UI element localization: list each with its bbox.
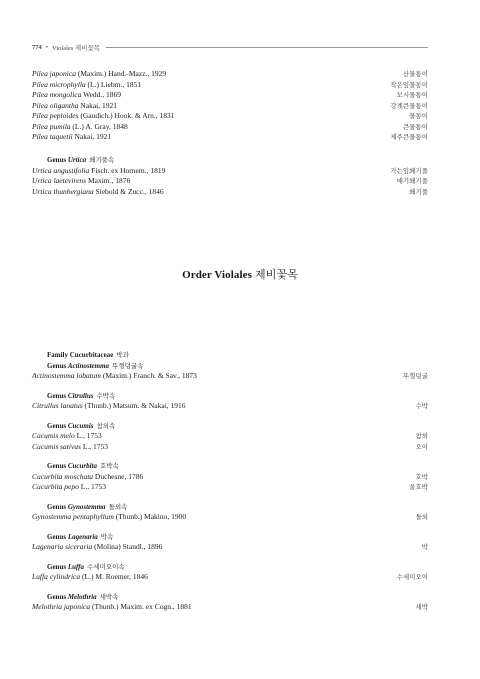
korean-name: 작은잎물통이: [390, 81, 428, 89]
korean-name: 참외: [415, 433, 428, 440]
order-name: Order Violales: [182, 269, 253, 281]
species-row: [32, 101, 428, 112]
korean-name: 제주큰물통이: [390, 134, 428, 141]
species-row: [32, 132, 428, 143]
korean-name: 산물통이: [402, 71, 428, 78]
genus-prefix: Genus: [47, 532, 67, 541]
genus-name: Lagenaria: [67, 532, 98, 541]
species-name: Melothria japonica: [32, 602, 91, 611]
species-author: (L.) M. Roemer, 1846: [82, 572, 148, 581]
genus-korean: 돌외속: [108, 503, 128, 511]
cucurbitaceae-block: [32, 350, 428, 613]
korean-name: 돌외: [415, 514, 428, 521]
genus-prefix: Genus: [47, 361, 67, 370]
header-section: Violales 제비꽃목: [52, 44, 101, 52]
genus-heading: [32, 502, 428, 513]
species-author: L., 1753: [76, 431, 102, 440]
korean-name: 오이: [415, 443, 428, 451]
family-heading: [32, 350, 428, 361]
species-author: Siebold & Zucc., 1846: [95, 186, 164, 196]
species-name: Pilea peploides: [32, 111, 79, 120]
genus-heading: [32, 592, 428, 603]
genus-name: Melothria: [67, 592, 97, 601]
genus-name: Cucurbita: [67, 462, 97, 470]
genus-prefix: Genus: [47, 156, 67, 164]
genus-prefix: Genus: [47, 592, 67, 601]
species-row: [32, 542, 428, 553]
species-author: (Thunb.) Maxim. ex Cogn., 1881: [92, 602, 192, 611]
genus-heading: [32, 562, 428, 573]
genus-korean: 새박속: [99, 593, 119, 601]
korean-name: 수세미오이: [396, 574, 428, 581]
species-name: Pilea microphylla: [32, 79, 86, 89]
species-author: (Maxim.) Hand.-Mazz., 1929: [77, 69, 167, 78]
species-author: (Thunb.) Matsum. & Nakai, 1916: [84, 401, 186, 410]
species-name: Pilea mongolica: [32, 90, 82, 99]
korean-name: 뚜껑덩굴: [402, 373, 428, 380]
species-row: [32, 482, 428, 493]
species-row: [32, 431, 428, 442]
species-row: [32, 401, 428, 412]
genus-heading: [32, 421, 428, 432]
genus-heading: [32, 461, 428, 472]
species-name: Cucurbita pepo: [32, 482, 79, 491]
species-author: (L.) A. Gray, 1848: [72, 121, 128, 131]
header-bullet: •: [45, 43, 49, 51]
korean-name: 쐐기풀: [409, 188, 428, 196]
korean-name: 물통이: [409, 113, 428, 120]
species-name: Cucumis melo: [32, 431, 75, 440]
genus-prefix: Genus: [47, 502, 67, 511]
genus-name: Citrullus: [67, 391, 94, 400]
species-row: [32, 90, 428, 101]
genus-heading: [32, 155, 428, 166]
genus-korean: 뚜껑덩굴속: [112, 362, 144, 370]
species-name: Pilea taquetii: [32, 132, 73, 141]
species-author: Maxim., 1876: [87, 176, 131, 185]
genus-prefix: Genus: [47, 562, 67, 571]
species-author: Wedd., 1869: [83, 90, 122, 99]
species-row: [32, 512, 428, 523]
species-name: Pilea pumila: [32, 121, 71, 131]
page-number: 774: [32, 43, 42, 51]
species-name: Urtica angustifolia: [32, 165, 90, 175]
genus-prefix: Genus: [47, 391, 67, 400]
korean-name: 큰물통이: [402, 123, 428, 131]
species-row: [32, 69, 428, 80]
species-author: (Gaudich.) Hook. & Arn., 1831: [80, 111, 175, 120]
genus-heading: [32, 361, 428, 372]
genus-name: Luffa: [67, 562, 85, 571]
header-rule: [106, 47, 428, 48]
species-author: (L.) Liebm., 1851: [87, 79, 142, 89]
order-title: [0, 266, 480, 282]
species-name: Cucumis sativus: [32, 441, 81, 451]
korean-name: 수박: [415, 403, 428, 410]
family-name: Family Cucurbitaceae: [47, 351, 114, 359]
urtica-genus-block: [32, 155, 428, 197]
species-author: Nakai, 1921: [80, 100, 118, 110]
species-name: Pilea oligantha: [32, 100, 79, 110]
species-row: [32, 111, 428, 122]
species-author: Nakai, 1921: [74, 132, 112, 141]
species-name: Citrullus lanatus: [32, 401, 83, 410]
pilea-species-list: [32, 69, 428, 143]
species-author: L., 1753: [80, 482, 106, 491]
korean-name: 애기쐐기풀: [396, 178, 428, 185]
genus-name: Gynostemma: [67, 502, 106, 511]
korean-name: 강계큰물통이: [390, 102, 428, 110]
species-row: [32, 122, 428, 133]
species-row: [32, 80, 428, 91]
family-korean: 박과: [116, 352, 129, 359]
genus-korean: 참외속: [96, 422, 116, 430]
genus-name: Actinostemma: [67, 361, 110, 370]
genus-prefix: Genus: [47, 462, 67, 470]
genus-korean: 수세미오이속: [87, 563, 125, 571]
korean-name: 가는잎쐐기풀: [390, 167, 428, 175]
species-author: Fisch. ex Hornem., 1819: [91, 165, 166, 175]
species-author: L., 1753: [82, 441, 109, 451]
species-row: [32, 176, 428, 187]
genus-prefix: Genus: [47, 421, 67, 430]
species-row: [32, 572, 428, 583]
species-author: (Maxim.) Franch. & Sav., 1873: [102, 371, 197, 380]
genus-korean: 박속: [100, 533, 114, 541]
genus-korean: 수박속: [96, 392, 116, 400]
species-name: Cucurbita moschata: [32, 471, 94, 481]
korean-name: 호박: [415, 473, 428, 481]
species-row: [32, 187, 428, 198]
species-author: (Thunb.) Makino, 1900: [115, 512, 187, 521]
genus-korean: 호박속: [100, 463, 119, 470]
species-row: [32, 472, 428, 483]
genus-korean: 쐐기풀속: [89, 157, 115, 164]
species-name: Urtica thunbergiana: [32, 186, 94, 196]
species-name: Lagenaria siceraria: [32, 542, 93, 551]
species-name: Pilea japonica: [32, 69, 76, 78]
korean-name: 박: [421, 544, 428, 551]
species-name: Actinostemma lobatum: [32, 371, 101, 380]
species-row: [32, 371, 428, 382]
order-korean: 제비꽃목: [255, 269, 298, 281]
genus-heading: [32, 532, 428, 543]
korean-name: 울호박: [409, 484, 428, 491]
species-name: Luffa cylindrica: [32, 572, 81, 581]
species-row: [32, 166, 428, 177]
genus-heading: [32, 391, 428, 402]
species-name: Urtica laetevirens: [32, 176, 87, 185]
running-header: [32, 41, 428, 53]
genus-name: Urtica: [67, 156, 87, 164]
korean-name: 새박: [415, 604, 428, 611]
species-author: (Molina) Standl., 1896: [94, 542, 163, 551]
species-row: [32, 602, 428, 613]
species-author: Duchesne, 1786: [94, 471, 144, 481]
species-row: [32, 442, 428, 453]
korean-name: 모시물통이: [396, 92, 428, 99]
species-name: Gynostemma pentaphyllum: [32, 512, 114, 521]
genus-name: Cucumis: [67, 421, 94, 430]
